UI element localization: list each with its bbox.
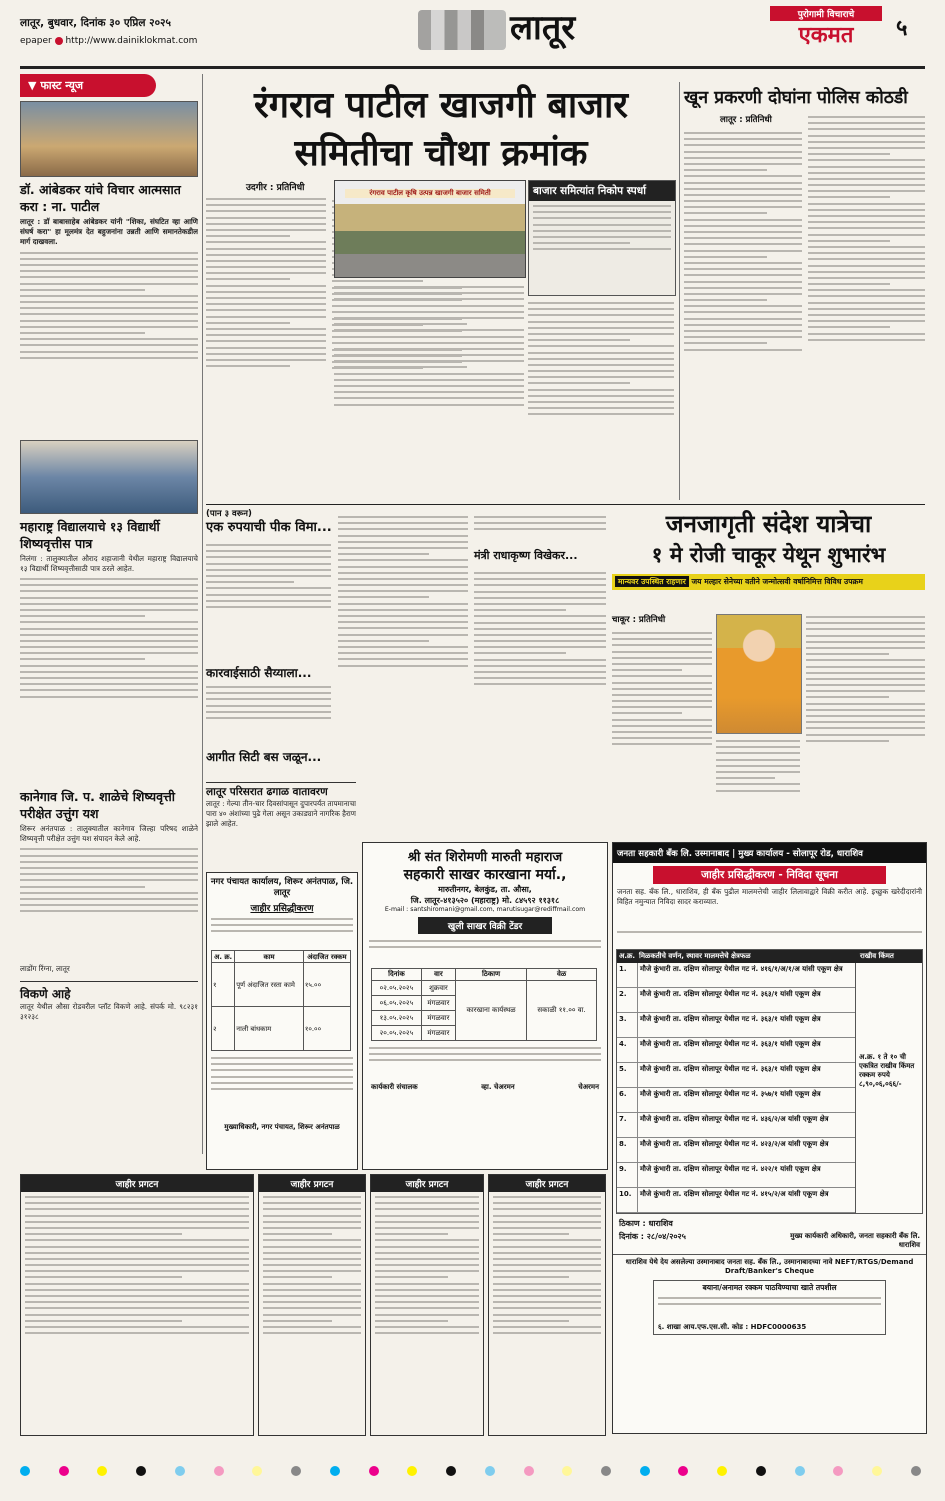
lead-photo-sign: रंगराव पाटील कृषि उत्पन्न खाजगी बाजार समिती: [345, 189, 515, 198]
registration-dot: [601, 1466, 611, 1476]
public-notice-title: जाहीर प्रगटन: [21, 1175, 253, 1192]
public-notice: [488, 1174, 606, 1436]
brand-logo: [770, 6, 882, 50]
table-row: [617, 1138, 855, 1163]
table-cell-desc: मौजे कुंभारी ता. दक्षिण सोलापूर येथील गट नं. ४१५/२/अ यांसी एकूण क्षेत्र: [640, 1190, 829, 1198]
table-row: [617, 1038, 855, 1063]
weather-story: [206, 782, 356, 872]
brand-name: एकमत: [798, 23, 854, 48]
globe-icon: [55, 37, 63, 45]
registration-dot: [795, 1466, 805, 1476]
story3-headline: कानेगाव जि. प. शाळेचे शिष्यवृत्ती परीक्षेत उत्तुंग यश: [20, 789, 175, 822]
registration-dot: [330, 1466, 340, 1476]
table-row: [617, 988, 855, 1013]
masthead: [20, 6, 925, 64]
table-cell-desc: मौजे कुंभारी ता. दक्षिण सोलापूर येथील गट नं. ४२३/२/अ यांसी एकूण क्षेत्र: [640, 1140, 829, 1148]
table-row: [617, 1013, 855, 1038]
table-cell-desc: मौजे कुंभारी ता. दक्षिण सोलापूर येथील गट नं. ३६३/१ यांसी एकूण क्षेत्र: [640, 1015, 821, 1023]
story3-body: [20, 844, 198, 964]
table-cell-sr: 6.: [617, 1088, 638, 1112]
table-cell-desc: मौजे कुंभारी ता. दक्षिण सोलापूर येथील गट नं. ४३६/२/अ यांसी एकूण क्षेत्र: [640, 1115, 829, 1123]
sugar-address: मारुतीनगर, बेलकुंड, ता. औसा,: [438, 885, 532, 894]
yatra-headline-line2: १ मे रोजी चाकूर येथून शुभारंभ: [651, 543, 886, 567]
table-cell-sr: 5.: [617, 1063, 638, 1087]
classified-body: लातूर येथील औसा रोडवरील प्लॉट विकणे आहे. संपर्क मो. ९८२३१ ३१२३८: [20, 1001, 198, 1021]
classified-box: [20, 981, 198, 1022]
registration-dot: [59, 1466, 69, 1476]
story2-lead: निलंगा : तालुक्यातील औराद शहाजानी येथील महाराष्ट्र विद्यालयाचे १३ विद्यार्थी शिष्यवृत्तीसाठी पात्र ठरले आहेत.: [20, 553, 198, 573]
table-cell-sr: 10.: [617, 1188, 638, 1212]
crop-sub3: मंत्री राधाकृष्ण विखेकर...: [474, 549, 578, 562]
registration-dot: [485, 1466, 495, 1476]
registration-dot: [678, 1466, 688, 1476]
dateline: लातूर, बुधवार, दिनांक ३० एप्रिल २०२५: [20, 17, 171, 29]
table-cell-sr: 9.: [617, 1163, 638, 1187]
table-cell-desc: मौजे कुंभारी ता. दक्षिण सोलापूर येथील गट नं. ४२२/१ यांसी एकूण क्षेत्र: [640, 1165, 821, 1173]
lead-body-col1: [206, 194, 326, 484]
bank-ifsc: ६. शाखा आय.एफ.एस.सी. कोड : HDFC0000635: [658, 1323, 807, 1331]
bank-intro: जनता सह. बँक लि., धाराशिव, ही बँक पुढील मालमत्तेची जाहीर लिलावाद्वारे विक्री करीत आहे. इच्छुक खरेदीदारांनी विहित नमुन्यात निविदा सादर कराव्यात.: [617, 887, 922, 907]
crop-sub1: कारवाईसाठी सैय्याला...: [206, 666, 312, 680]
fast-news-header: ▼ फास्ट न्यूज: [20, 74, 156, 97]
bank-header: जनता सहकारी बँक लि. उस्मानाबाद | मुख्य कार्यालय - सोलापूर रोड, धाराशिव: [613, 843, 926, 863]
yatra-portrait: [716, 614, 802, 734]
epaper-line: epaper http://www.dainiklokmat.com: [20, 36, 198, 46]
section-title: लातूर: [510, 8, 576, 48]
bank-title: जाहीर प्रसिद्धीकरण - निविदा सूचना: [653, 866, 886, 884]
lead-byline: उदगीर : प्रतिनिधी: [246, 183, 305, 193]
sugar-table: दिनांक वार ठिकाण वेळ ०२.०५.२०२५ शुक्रवार कारखाना कार्यस्थळ सकाळी ११.०० वा. ०६.०५.२०२५ मंगळवार १३.०५.२०२५ मंगळवार २०.०५.२०२५ मंगळवार: [371, 968, 597, 1041]
page-number: ५: [896, 16, 908, 41]
masthead-ornament: [418, 10, 506, 50]
table-row: [617, 1063, 855, 1088]
bank-sign: मुख्य कार्यकारी अधिकारी, जनता सहकारी बँक लि. धाराशिव: [790, 1232, 920, 1249]
registration-dot: [369, 1466, 379, 1476]
bank-reserve-price: अ.क्र. १ ते १० ची एकत्रित राखीव किंमत रक्कम रुपये ८,९०,०६,०६६/-: [855, 963, 922, 1213]
table-cell-desc: मौजे कुंभारी ता. दक्षिण सोलापूर येथील गट नं. ३६३/१ यांसी एकूण क्षेत्र: [640, 990, 821, 998]
story3-lead: शिरूर अनंतपाळ : तालुक्यातील कानेगाव जिल्हा परिषद शाळेने शिष्यवृत्ती परीक्षेत उत्तुंग यश संपादन केले आहे.: [20, 824, 198, 844]
crop-sub2: आगीत सिटी बस जळून...: [206, 750, 322, 764]
registration-dot: [214, 1466, 224, 1476]
table-row: १३.०५.२०२५ मंगळवार: [372, 1011, 597, 1026]
sugar-sale-label: खुली साखर विक्री टेंडर: [418, 917, 552, 934]
yatra-strap-left: मान्यवर उपस्थित राहणार: [615, 576, 689, 587]
bank-item-list: [617, 963, 855, 1213]
weather-lead: लातूर : गेल्या तीन-चार दिवसांपासून दुपारपर्यंत तापमानाचा पारा ४० अंशांच्या पुढे गेला असून उकाड्याने नागरिक हैराण झाले आहेत.: [206, 799, 356, 829]
lead-body-col3: [334, 282, 524, 492]
nagar-org: नगर पंचायत कार्यालय, शिरूर अनंतपाळ, जि. लातूर: [210, 877, 354, 898]
registration-dot: [291, 1466, 301, 1476]
nagar-tender-notice: [206, 872, 358, 1170]
color-registration-marks: [20, 1466, 925, 1480]
murder-headline: खून प्रकरणी दोघांना पोलिस कोठडी: [684, 88, 908, 108]
story2-headline: महाराष्ट्र विद्यालयाचे १३ विद्यार्थी शिष्यवृत्तीस पात्र: [20, 518, 160, 551]
epaper-link[interactable]: http://www.dainiklokmat.com: [65, 36, 198, 46]
lead-body-col4: [528, 298, 674, 494]
crop-story: [206, 508, 606, 776]
table-row: [617, 1188, 855, 1213]
registration-dot: [446, 1466, 456, 1476]
registration-dot: [833, 1466, 843, 1476]
table-cell-desc: मौजे कुंभारी ता. दक्षिण सोलापूर येथील गट नं. ४१६/१/अ/१/अ यांसी एकूण क्षेत्र: [640, 965, 843, 973]
crop-jump: (पान ३ वरून): [206, 509, 252, 519]
story1-headline: डॉ. आंबेडकर यांचे विचार आत्मसात करा : ना. पाटील: [20, 182, 181, 214]
table-cell-sr: 3.: [617, 1013, 638, 1037]
bank-account-title: बयाना/अनामत रक्कम पाठविण्याचा खाते तपशील: [702, 1283, 837, 1292]
registration-dot: [407, 1466, 417, 1476]
lead-subhead: बाजार समित्यांत निकोप स्पर्धा: [529, 181, 675, 201]
public-notice-title: जाहीर प्रगटन: [371, 1175, 483, 1192]
registration-dot: [872, 1466, 882, 1476]
bank-date: दिनांक : २८/०४/२०२५: [619, 1232, 686, 1241]
public-notice-title: जाहीर प्रगटन: [489, 1175, 605, 1192]
table-cell-sr: 8.: [617, 1138, 638, 1162]
fast-news-photo-2: [20, 440, 198, 514]
crop-headline: एक रुपयाची पीक विमा...: [206, 520, 332, 535]
public-notice: [258, 1174, 366, 1436]
table-row: २०.०५.२०२५ मंगळवार: [372, 1026, 597, 1041]
table-cell-sr: 7.: [617, 1113, 638, 1137]
table-cell-sr: 2.: [617, 988, 638, 1012]
sugar-tender-notice: [362, 842, 608, 1170]
nagar-title: जाहीर प्रसिद्धीकरण: [250, 904, 314, 914]
sugar-signatures: कार्यकारी संचालक व्हा. चेअरमन चेअरमन: [371, 1083, 599, 1091]
registration-dot: [911, 1466, 921, 1476]
bank-account-box: [653, 1280, 886, 1335]
lead-headline-line2: समितीचा चौथा क्रमांक: [294, 133, 588, 174]
registration-dot: [175, 1466, 185, 1476]
registration-dot: [524, 1466, 534, 1476]
registration-dot: [97, 1466, 107, 1476]
bank-footer-line: धाराशिव येथे देय असलेल्या उस्मानाबाद जनता सह. बँक लि., उस्मानाबादच्या नावे NEFT/RTGS/Demand Draft/Banker's Cheque: [613, 1254, 926, 1278]
registration-dot: [562, 1466, 572, 1476]
registration-dot: [756, 1466, 766, 1476]
bank-table: [616, 949, 923, 1214]
registration-dot: [252, 1466, 262, 1476]
nagar-table: अ. क्र. काम अंदाजित रक्कम १ पूर्ण अंदाजित रस्ता कामे १५.०० २ नाली बांधकाम १०.००: [211, 950, 351, 1051]
table-cell-sr: 4.: [617, 1038, 638, 1062]
table-row: ०६.०५.२०२५ मंगळवार: [372, 996, 597, 1011]
chevron-down-icon: ▼: [28, 79, 37, 92]
yatra-strap-right: जय मल्हार सेनेच्या वतीने जन्मोत्सवी वर्षानिमित्त विविध उपक्रम: [691, 577, 863, 586]
public-notice-title: जाहीर प्रगटन: [259, 1175, 365, 1192]
registration-dot: [136, 1466, 146, 1476]
brand-tagline: पुरोगामी विचाराचे: [770, 6, 882, 21]
public-notice: [370, 1174, 484, 1436]
sugar-email: E-mail : santshiromani@gmail.com, marutisugar@rediffmail.com: [384, 906, 586, 913]
sugar-title2: सहकारी साखर कारखाना मर्या.,: [403, 867, 567, 883]
table-row: [617, 1088, 855, 1113]
murder-body-col2: [808, 112, 925, 498]
weather-headline: लातूर परिसरात ढगाळ वातावरण: [206, 782, 356, 799]
table-row: [617, 963, 855, 988]
sugar-phone: जि. लातूर-४१३५२० (महाराष्ट्र) मो. ८४५९२ ११३१८: [410, 896, 560, 905]
table-row: [617, 1163, 855, 1188]
yatra-byline: चाकूर : प्रतिनिधी: [612, 615, 666, 625]
story1-lead: लातूर : डॉ बाबासाहेब आंबेडकर यांनी "शिका, संघटित व्हा आणि संघर्ष करा" हा मूलमंत्र देत बहुजनांना उन्नती आणि समानतेकडील मार्ग दाखवला.: [20, 217, 198, 247]
lead-photo: [334, 180, 526, 278]
table-cell-desc: मौजे कुंभारी ता. दक्षिण सोलापूर येथील गट नं. ३५७/१ यांसी एकूण क्षेत्र: [640, 1090, 821, 1098]
lead-headline-line1: रंगराव पाटील खाजगी बाजार: [253, 85, 629, 126]
lead-subhead-box: [528, 180, 676, 296]
fast-news-column: [20, 74, 198, 1159]
table-cell-desc: मौजे कुंभारी ता. दक्षिण सोलापूर येथील गट नं. ३६३/१ यांसी एकूण क्षेत्र: [640, 1040, 821, 1048]
left-column-rule: [202, 74, 203, 1154]
public-notices-row: [20, 1174, 606, 1436]
table-row: ०२.०५.२०२५ शुक्रवार कारखाना कार्यस्थळ सकाळी ११.०० वा.: [372, 981, 597, 996]
yatra-strap: [612, 574, 925, 590]
yatra-headline-line1: जनजागृती संदेश यात्रेचा: [665, 510, 872, 538]
public-notice: [20, 1174, 254, 1436]
table-cell-desc: मौजे कुंभारी ता. दक्षिण सोलापूर येथील गट नं. ३६३/१ यांसी एकूण क्षेत्र: [640, 1065, 821, 1073]
sugar-title1: श्री संत शिरोमणी मारुती महाराज: [407, 850, 563, 865]
fast-news-note: लाडोंग रिंग्ना, लातूर: [20, 964, 70, 974]
classified-heading: विकणे आहे: [20, 986, 71, 1001]
bank-table-header: अ.क्र. मिळकतीचे वर्णन, स्थावर मालमत्तेचे क्षेत्रफळ राखीव किंमत: [617, 950, 922, 963]
nagar-sign: मुख्याधिकारी, नगर पंचायत, शिरूर अनंतपाळ: [224, 1123, 340, 1131]
fast-news-photo-1: [20, 101, 198, 177]
lead-headline: [206, 82, 676, 178]
table-row: [617, 1113, 855, 1138]
upper-band-rule: [206, 504, 925, 505]
registration-dot: [640, 1466, 650, 1476]
bank-place: ठिकाण : धाराशिव: [619, 1219, 673, 1228]
yatra-story: [612, 508, 925, 838]
murder-byline: लातूर : प्रतिनिधी: [720, 115, 772, 125]
registration-dot: [717, 1466, 727, 1476]
masthead-rule: [20, 66, 925, 69]
murder-body-col1: [684, 128, 802, 498]
story1-body: [20, 248, 198, 438]
lead-right-rule: [679, 82, 680, 500]
bank-notice: [612, 842, 927, 1434]
table-cell-sr: 1.: [617, 963, 638, 987]
registration-dot: [20, 1466, 30, 1476]
story2-body: [20, 574, 198, 784]
